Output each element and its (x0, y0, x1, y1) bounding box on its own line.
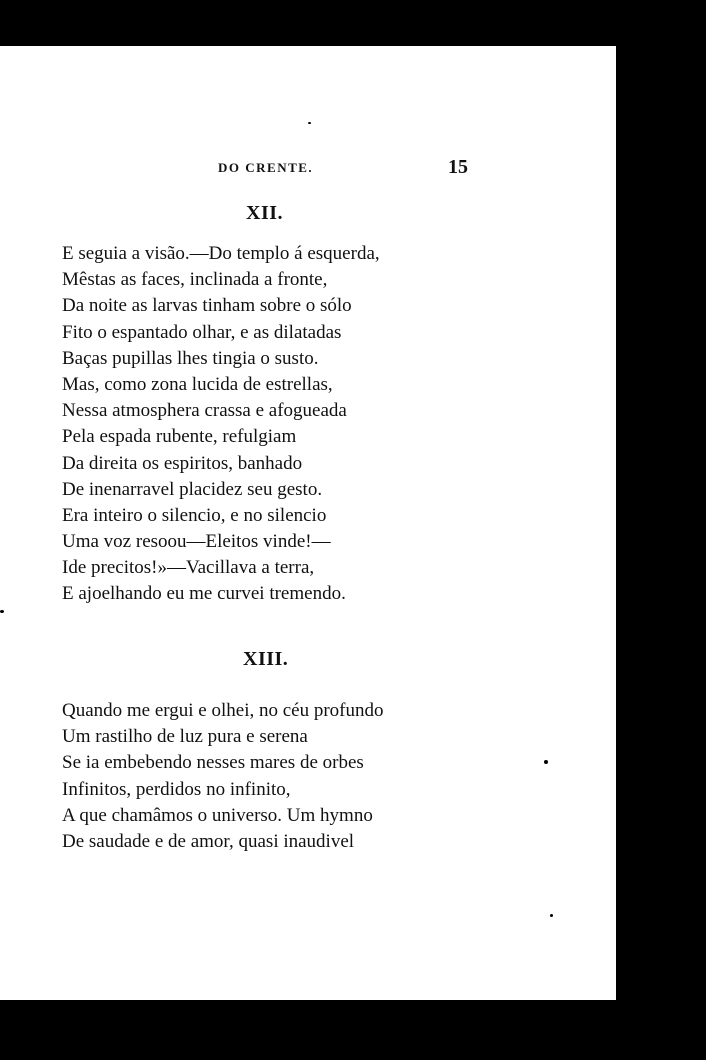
verse-line: Fito o espantado olhar, e as dilatadas (62, 321, 342, 343)
book-page (0, 48, 616, 990)
scan-speck (544, 760, 548, 764)
verse-line: Nessa atmosphera crassa e afogueada (62, 400, 347, 422)
page-number: 15 (448, 156, 468, 178)
verse-line: Da direita os espiritos, banhado (62, 452, 303, 474)
verse-line: Um rastilho de luz pura e serena (62, 726, 308, 748)
verse-line: Ide precitos!»—Vacillava a terra, (62, 557, 315, 579)
verse-line: Baças pupillas lhes tingia o susto. (62, 347, 319, 369)
scan-speck (550, 914, 553, 917)
scan-border-bottom (0, 1000, 706, 1060)
verse-line: E seguia a visão.—Do templo á esquerda, (62, 243, 380, 264)
section-heading-xiii: XIII. (243, 648, 289, 670)
running-head: DO CRENTE. (218, 160, 314, 175)
verse-line: Mas, como zona lucida de estrellas, (62, 373, 333, 395)
scan-speck (0, 610, 4, 613)
verse-line: Se ia embebendo nesses mares de orbes (62, 752, 364, 774)
stanza-xiii (62, 698, 384, 855)
verse-line: Uma voz resoou—Eleitos vinde!— (62, 531, 331, 553)
verse-line: E ajoelhando eu me curvei tremendo. (62, 583, 346, 605)
verse-line: De saudade e de amor, quasi inaudivel (62, 830, 355, 852)
scan-speck (308, 122, 311, 124)
verse-line: Pela espada rubente, refulgiam (62, 426, 297, 448)
scan-border-right (616, 40, 706, 1000)
verse-line: De inenarravel placidez seu gesto. (62, 478, 323, 500)
verse-line: Da noite as larvas tinham sobre o sólo (62, 295, 352, 317)
verse-line: A que chamâmos o universo. Um hymno (62, 804, 373, 826)
verse-line: Quando me ergui e olhei, no céu profundo (62, 700, 384, 721)
scan-border-top (0, 0, 706, 46)
section-heading-xii: XII. (246, 202, 284, 224)
page-header (218, 156, 478, 180)
verse-line: Mêstas as faces, inclinada a fronte, (62, 269, 328, 291)
stanza-xii (62, 241, 380, 608)
verse-line: Era inteiro o silencio, e no silencio (62, 504, 327, 526)
verse-line: Infinitos, perdidos no infinito, (62, 778, 291, 800)
